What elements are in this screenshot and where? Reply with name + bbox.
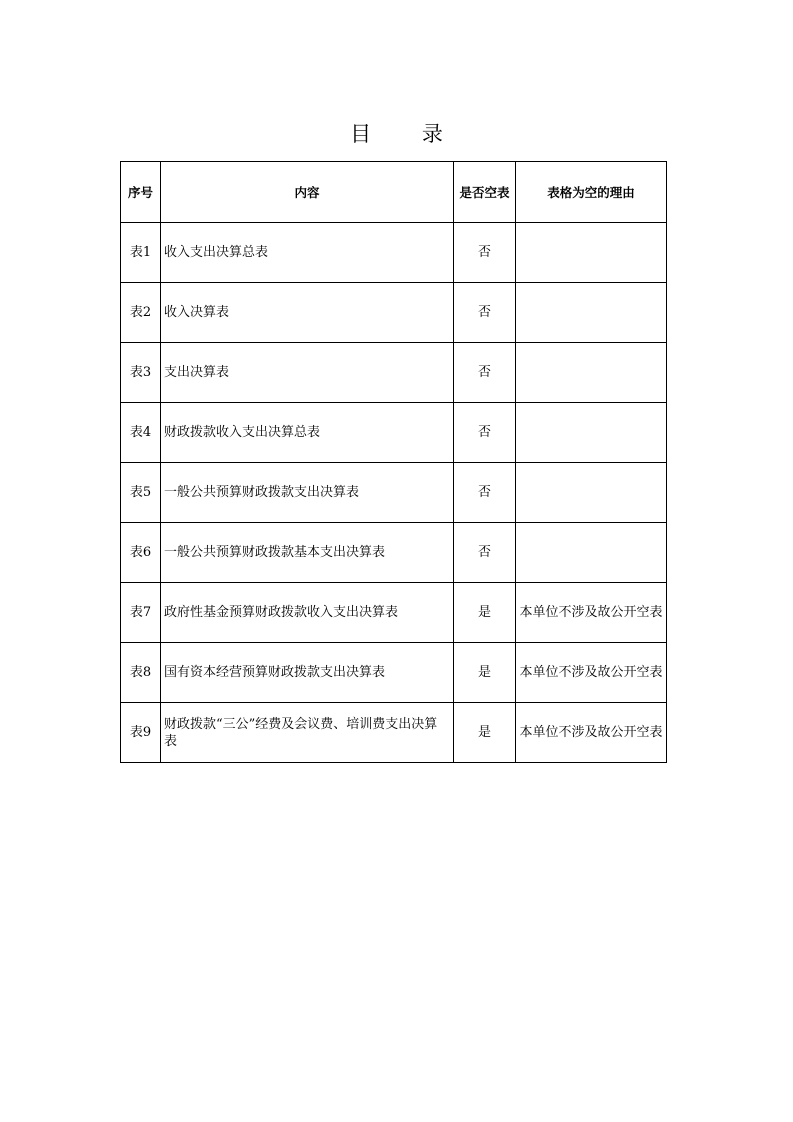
- row-num: 表3: [121, 343, 161, 403]
- row-content: 国有资本经营预算财政拨款支出决算表: [161, 643, 454, 703]
- row-reason: 本单位不涉及故公开空表: [516, 643, 667, 703]
- row-is-empty: 否: [454, 343, 516, 403]
- row-content: 政府性基金预算财政拨款收入支出决算表: [161, 583, 454, 643]
- table-row: [121, 643, 667, 703]
- table-row: [121, 283, 667, 343]
- header-content: 内容: [161, 162, 454, 223]
- header-num: 序号: [121, 162, 161, 223]
- row-content: 一般公共预算财政拨款支出决算表: [161, 463, 454, 523]
- table-row: [121, 223, 667, 283]
- row-content: 一般公共预算财政拨款基本支出决算表: [161, 523, 454, 583]
- row-reason: 本单位不涉及故公开空表: [516, 703, 667, 763]
- row-num: 表2: [121, 283, 161, 343]
- row-reason: 本单位不涉及故公开空表: [516, 583, 667, 643]
- page-title: 目 录: [350, 122, 465, 146]
- row-content: 财政拨款“三公”经费及会议费、培训费支出决算表: [161, 703, 454, 763]
- row-is-empty: 是: [454, 583, 516, 643]
- table-row: [121, 583, 667, 643]
- row-num: 表8: [121, 643, 161, 703]
- row-num: 表7: [121, 583, 161, 643]
- row-content: 支出决算表: [161, 343, 454, 403]
- row-is-empty: 否: [454, 523, 516, 583]
- table-row: [121, 523, 667, 583]
- row-content: 财政拨款收入支出决算总表: [161, 403, 454, 463]
- table-header-row: [121, 162, 667, 223]
- row-num: 表1: [121, 223, 161, 283]
- row-reason: [516, 343, 667, 403]
- row-is-empty: 否: [454, 223, 516, 283]
- row-num: 表4: [121, 403, 161, 463]
- toc-table: [120, 161, 667, 763]
- row-content: 收入决算表: [161, 283, 454, 343]
- row-is-empty: 否: [454, 283, 516, 343]
- header-is-empty: 是否空表: [454, 162, 516, 223]
- row-reason: [516, 403, 667, 463]
- table-row: [121, 703, 667, 763]
- row-num: 表6: [121, 523, 161, 583]
- row-reason: [516, 283, 667, 343]
- row-is-empty: 是: [454, 703, 516, 763]
- row-is-empty: 是: [454, 643, 516, 703]
- row-is-empty: 否: [454, 463, 516, 523]
- header-reason: 表格为空的理由: [516, 162, 667, 223]
- row-is-empty: 否: [454, 403, 516, 463]
- row-num: 表5: [121, 463, 161, 523]
- row-reason: [516, 463, 667, 523]
- table-row: [121, 463, 667, 523]
- row-num: 表9: [121, 703, 161, 763]
- row-content: 收入支出决算总表: [161, 223, 454, 283]
- table-row: [121, 403, 667, 463]
- row-reason: [516, 223, 667, 283]
- row-reason: [516, 523, 667, 583]
- table-row: [121, 343, 667, 403]
